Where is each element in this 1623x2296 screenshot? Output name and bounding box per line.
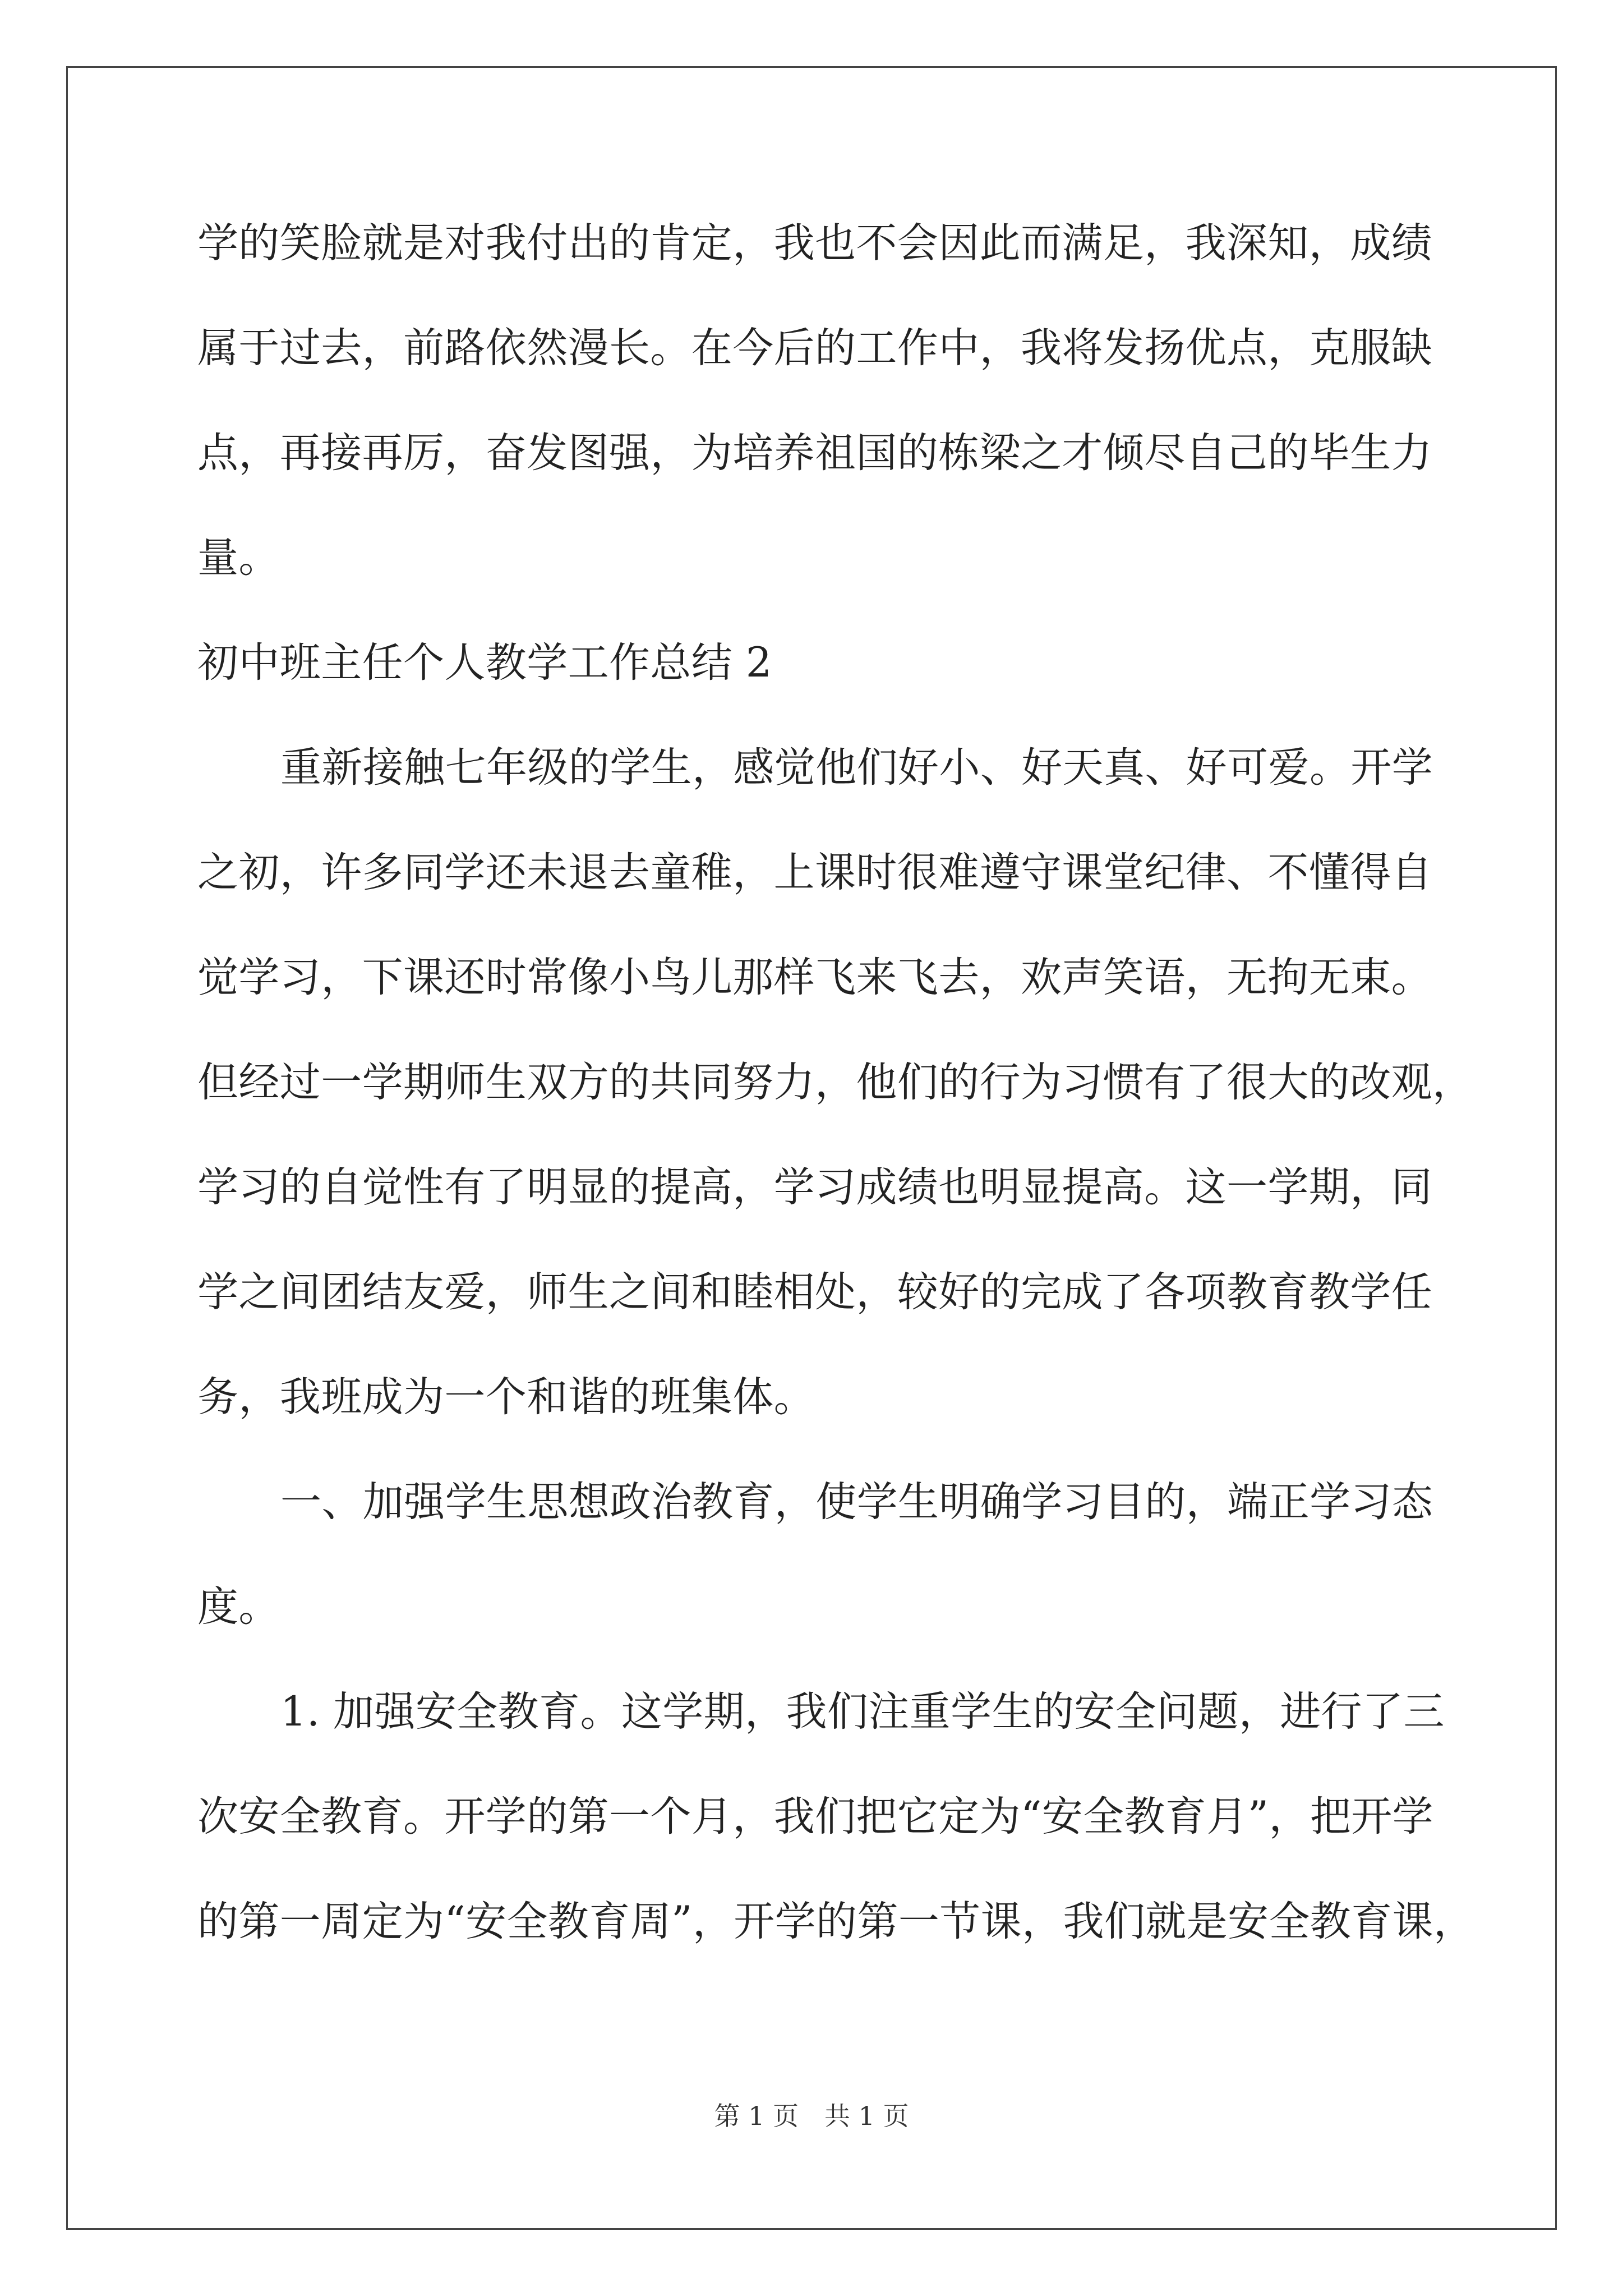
body-text-line: 一、加强学生思想政治教育，使学生明确学习目的，端正学习态 — [280, 1478, 1433, 1526]
body-text-line: 之初，许多同学还未退去童稚，上课时很难遵守课堂纪律、不懂得自 — [197, 849, 1432, 896]
body-text-line: 属于过去，前路依然漫长。在今后的工作中，我将发扬优点，克服缺 — [197, 324, 1432, 372]
body-text-line: 重新接触七年级的学生，感觉他们好小、好天真、好可爱。开学 — [280, 744, 1433, 792]
body-text-line: 学习的自觉性有了明显的提高，学习成绩也明显提高。这一学期，同 — [197, 1163, 1432, 1211]
section-heading: 初中班主任个人教学工作总结 2 — [197, 639, 772, 687]
body-text-line: 度。 — [197, 1583, 280, 1631]
body-text-line: 务，我班成为一个和谐的班集体。 — [197, 1373, 815, 1421]
body-text-line: 觉学习，下课还时常像小鸟儿那样飞来飞去，欢声笑语，无拘无束。 — [197, 954, 1432, 1001]
body-text-line: 1. 加强安全教育。这学期，我们注重学生的安全问题，进行了三 — [280, 1688, 1445, 1736]
body-text-line: 学之间团结友爱，师生之间和睦相处，较好的完成了各项教育教学任 — [197, 1268, 1432, 1316]
body-text-line: 但经过一学期师生双方的共同努力，他们的行为习惯有了很大的改观， — [197, 1059, 1474, 1106]
body-text-line: 次安全教育。开学的第一个月，我们把它定为“安全教育月”，把开学 — [197, 1793, 1434, 1841]
page-footer: 第 1 页 共 1 页 — [714, 2101, 909, 2131]
body-text-line: 量。 — [197, 534, 280, 582]
body-text-line: 点，再接再厉，奋发图强，为培养祖国的栋梁之才倾尽自己的毕生力 — [197, 429, 1432, 477]
body-text-line: 的第一周定为“安全教育周”，开学的第一节课，我们就是安全教育课， — [197, 1898, 1475, 1945]
body-text-line: 学的笑脸就是对我付出的肯定，我也不会因此而满足，我深知，成绩 — [197, 219, 1432, 267]
